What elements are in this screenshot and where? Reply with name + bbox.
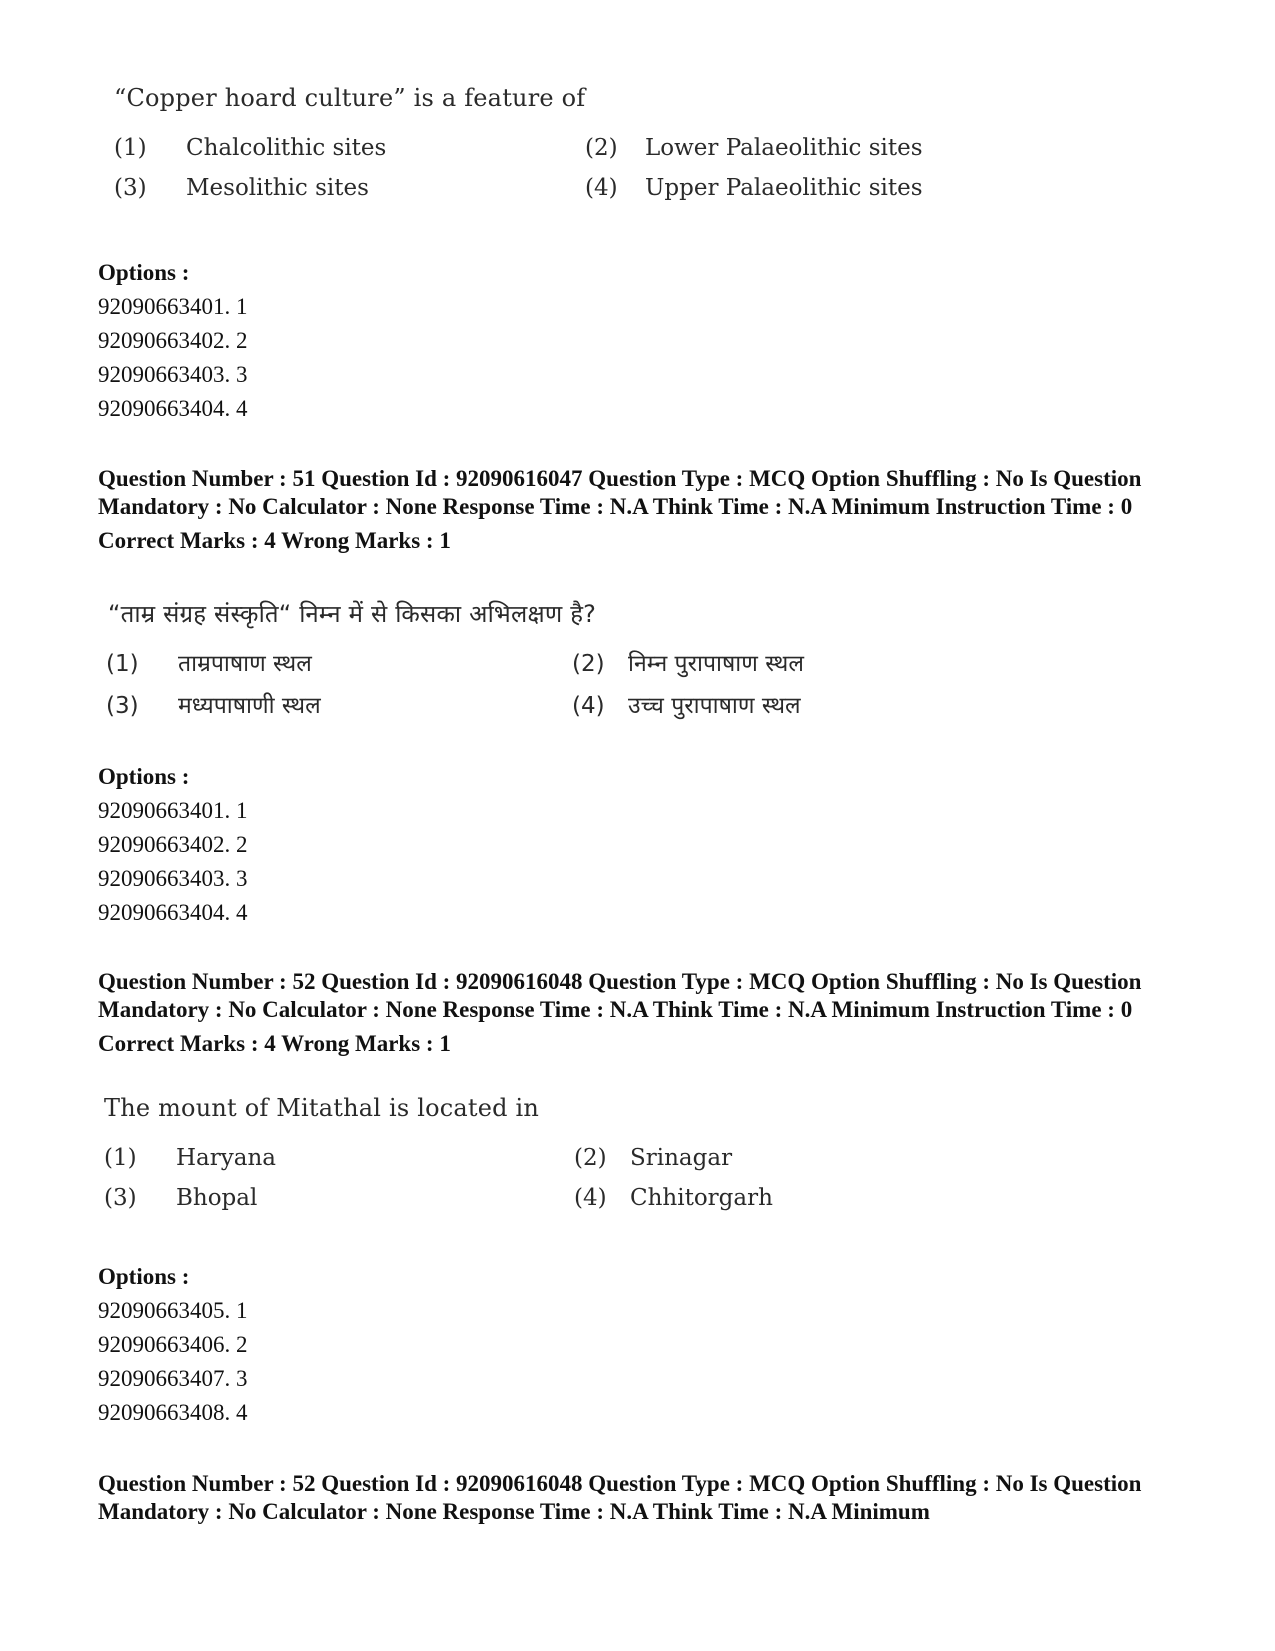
- question-stem: “ताम्र संग्रह संस्कृति“ निम्न में से किसका अभिलक्षण है?: [108, 600, 597, 628]
- choice-4: [585, 172, 923, 204]
- choice-number: (3): [106, 693, 139, 719]
- option-item: 92090663402. 2: [98, 832, 248, 857]
- choice-grid: [100, 648, 804, 730]
- question-stem: The mount of Mitathal is located in: [104, 1094, 540, 1122]
- option-item: 92090663402. 2: [98, 328, 248, 353]
- options-title: Options :: [98, 260, 190, 285]
- choice-number: (1): [114, 135, 147, 161]
- choice-text: Chhitorgarh: [630, 1185, 773, 1211]
- question-meta: [98, 465, 1178, 555]
- options-title: Options :: [98, 764, 190, 789]
- choice-2: [574, 1142, 732, 1174]
- choice-text: निम्न पुरापाषाण स्थल: [628, 651, 804, 677]
- choice-text: Haryana: [176, 1145, 276, 1171]
- option-item: 92090663404. 4: [98, 900, 248, 925]
- question-meta-text: Question Number : 51 Question Id : 92090616047 Question Type : MCQ Option Shuffling : No Is Question Mandatory : No Calculator : None Response Time : N.A Think Time : N.A Minimum Instruction Time : 0: [98, 466, 1142, 519]
- choice-text: Srinagar: [630, 1145, 733, 1171]
- choice-4: [572, 690, 801, 722]
- choice-grid: [100, 1142, 773, 1224]
- question-meta-text: Question Number : 52 Question Id : 92090616048 Question Type : MCQ Option Shuffling : No Is Question Mandatory : No Calculator : None Response Time : N.A Think Time : N.A Minimum: [98, 1471, 1142, 1524]
- choice-number: (4): [572, 693, 605, 719]
- choice-number: (1): [104, 1145, 137, 1171]
- option-item: 92090663401. 1: [98, 294, 248, 319]
- options-list: [98, 1260, 248, 1430]
- option-item: 92090663403. 3: [98, 866, 248, 891]
- choice-3: [114, 172, 369, 204]
- choice-1: [104, 1142, 276, 1174]
- choice-text: Bhopal: [176, 1185, 258, 1211]
- choice-number: (2): [574, 1145, 607, 1171]
- option-item: 92090663405. 1: [98, 1298, 248, 1323]
- choice-number: (3): [114, 175, 147, 201]
- options-list: [98, 256, 248, 426]
- choice-text: Mesolithic sites: [186, 175, 369, 201]
- choice-text: मध्यपाषाणी स्थल: [178, 693, 321, 719]
- choice-text: उच्च पुरापाषाण स्थल: [628, 693, 801, 719]
- choice-1: [114, 132, 386, 164]
- options-title: Options :: [98, 1264, 190, 1289]
- question-meta: [98, 968, 1178, 1058]
- choice-number: (4): [574, 1185, 607, 1211]
- choice-3: [104, 1182, 257, 1214]
- choice-text: ताम्रपाषाण स्थल: [178, 651, 312, 677]
- marks-text: Correct Marks : 4 Wrong Marks : 1: [98, 1031, 451, 1056]
- question-meta: [98, 1470, 1178, 1526]
- choice-text: Lower Palaeolithic sites: [645, 135, 923, 161]
- option-item: 92090663406. 2: [98, 1332, 248, 1357]
- choice-4: [574, 1182, 773, 1214]
- question-image-mitathal: [100, 1092, 773, 1224]
- choice-text: Upper Palaeolithic sites: [645, 175, 923, 201]
- option-item: 92090663408. 4: [98, 1400, 248, 1425]
- choice-number: (4): [585, 175, 618, 201]
- option-item: 92090663403. 3: [98, 362, 248, 387]
- option-item: 92090663404. 4: [98, 396, 248, 421]
- question-meta-text: Question Number : 52 Question Id : 92090616048 Question Type : MCQ Option Shuffling : No Is Question Mandatory : No Calculator : None Response Time : N.A Think Time : N.A Minimum Instruction Time : 0: [98, 969, 1142, 1022]
- choice-number: (3): [104, 1185, 137, 1211]
- question-image-copper-hoard: [100, 82, 923, 214]
- choice-3: [106, 690, 321, 722]
- choice-1: [106, 648, 312, 680]
- option-item: 92090663407. 3: [98, 1366, 248, 1391]
- question-stem: “Copper hoard culture” is a feature of: [114, 84, 586, 112]
- choice-grid: [100, 132, 923, 214]
- options-list: [98, 760, 248, 930]
- option-item: 92090663401. 1: [98, 798, 248, 823]
- marks-text: Correct Marks : 4 Wrong Marks : 1: [98, 528, 451, 553]
- question-image-hindi: [100, 598, 804, 730]
- choice-number: (2): [585, 135, 618, 161]
- choice-text: Chalcolithic sites: [186, 135, 387, 161]
- choice-2: [585, 132, 923, 164]
- choice-number: (1): [106, 651, 139, 677]
- choice-number: (2): [572, 651, 605, 677]
- choice-2: [572, 648, 804, 680]
